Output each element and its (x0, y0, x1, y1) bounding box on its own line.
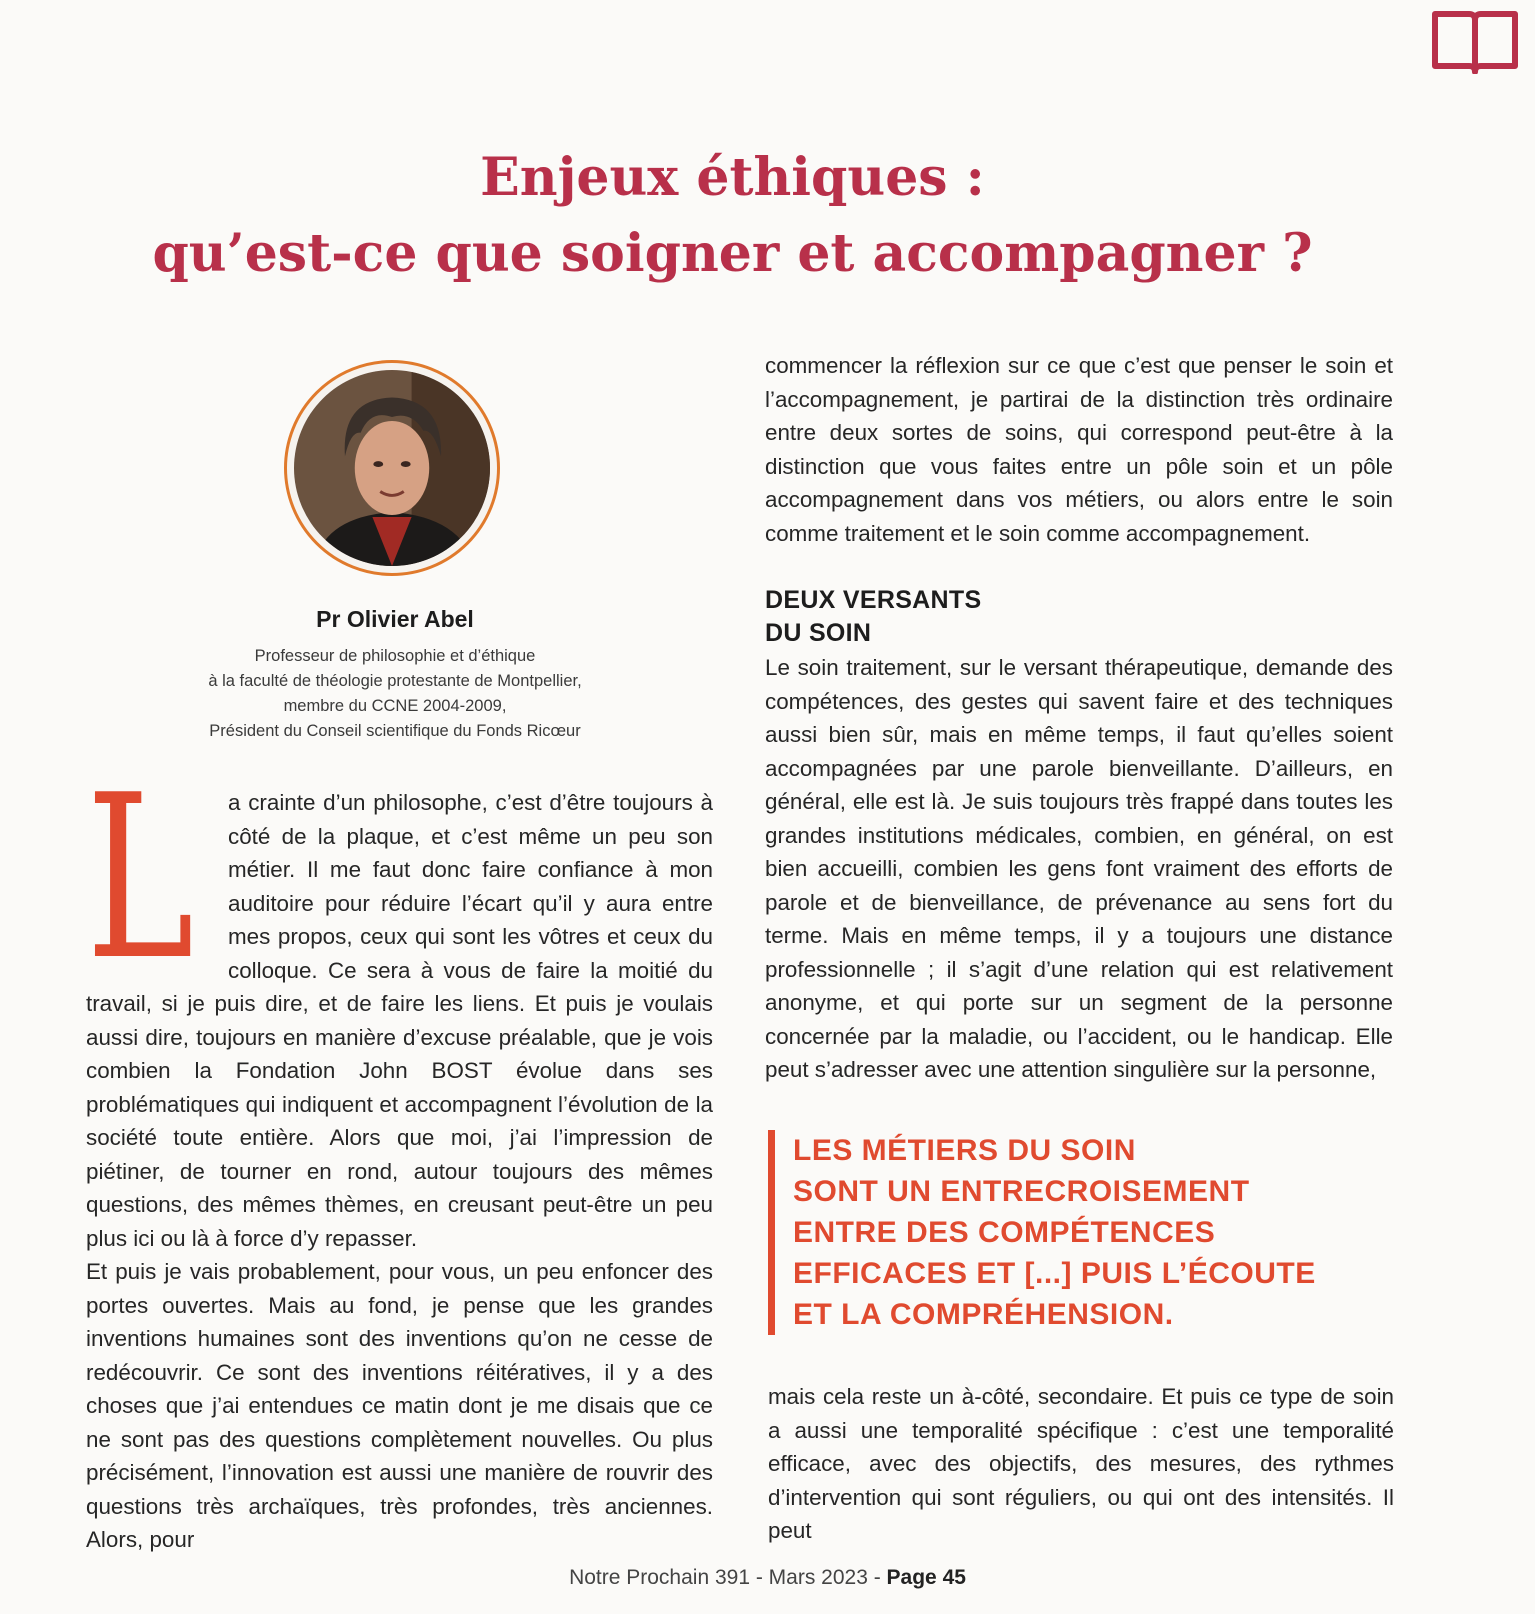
author-role: membre du CCNE 2004-2009, (283, 697, 507, 715)
open-book-icon (1431, 8, 1519, 74)
quote-line: ET LA COMPRÉHENSION. (793, 1298, 1174, 1331)
drop-cap: L (86, 747, 195, 1010)
heading-line-2: DU SOIN (765, 619, 872, 647)
paragraph: a crainte d’un philosophe, c’est d’être toujours à côté de la plaque, et c’est même un peu son métier. Il me faut donc faire confiance à mon auditoire pour réduire l’écart qu’il y aura entre mes propos, ceux qui sont les vôtres et ceux du colloque. Ce sera à vous de faire la moitié du travail, si je puis dire, et de faire les liens. Et puis je voulais aussi dire, toujours en manière d’excuse préalable, que je vois combien la Fondation John BOST évolue dans ses problématiques qui indiquent et accompagnent l’évolution de la société toute entière. Alors que moi, j’ai l’impression de piétiner, de tourner en rond, autour toujours des mêmes questions, des mêmes thèmes, en creusant peut-être un peu plus ici ou là à force d’y repasser. (86, 790, 713, 1251)
author-portrait (284, 360, 500, 576)
page-number: Page 45 (886, 1566, 966, 1589)
right-column-bottom (768, 1380, 1394, 1548)
page-footer (0, 1566, 1535, 1590)
title-line-2: qu’est-ce que soigner et accompagner ? (152, 223, 1313, 284)
article-title (0, 140, 1465, 292)
paragraph: mais cela reste un à-côté, secondaire. Et puis ce type de soin a aussi une temporalité spécifique : c’est une temporalité efficace, avec des objectifs, des mesures, des rythmes d’intervention qui sont réguliers, ou qui ont des intensités. Il peut (768, 1384, 1394, 1543)
heading-line-1: DEUX VERSANTS (765, 586, 982, 614)
paragraph: commencer la réflexion sur ce que c’est que penser le soin et l’accompagnement, je partirai de la distinction très ordinaire entre deux sortes de soins, qui correspond peut-être à la distinction que vous faites entre un pôle soin et un pôle accompagnement dans vos métiers, ou alors entre le soin comme traitement et le soin comme accompagnement. (765, 353, 1393, 546)
right-column-top (765, 349, 1393, 550)
section-heading (765, 584, 1165, 650)
author-name: Pr Olivier Abel (316, 606, 474, 632)
quote-line: LES MÉTIERS DU SOIN (793, 1134, 1136, 1167)
author-role: Président du Conseil scientifique du Fonds Ricœur (209, 722, 581, 740)
left-column (86, 747, 713, 1557)
author-photo (294, 370, 490, 566)
quote-line: ENTRE DES COMPÉTENCES (793, 1216, 1216, 1249)
pull-quote (768, 1130, 1393, 1335)
author-role: à la faculté de théologie protestante de Montpellier, (208, 672, 582, 690)
quote-line: SONT UN ENTRECROISEMENT (793, 1175, 1250, 1208)
right-column-middle (765, 651, 1393, 1087)
author-roles (160, 644, 630, 744)
paragraph: Le soin traitement, sur le versant thérapeutique, demande des compétences, des gestes qui savent faire et des techniques aussi bien sûr, mais en même temps, il faut qu’elles soient accompagnées par une parole bienveillante. D’ailleurs, en général, elle est là. Je suis toujours très frappé dans toutes les grandes institutions médicales, combien, en général, on est bien accueilli, combien les gens font vraiment des efforts de parole et de bienveillance, de prévenance au sens fort du terme. Mais en même temps, il y a toujours une distance professionnelle ; il s’agit d’une relation qui est relativement anonyme, et qui porte sur un segment de la personne concernée par la maladie, ou l’accident, ou le handicap. Elle peut s’adresser avec une attention singulière sur la personne, (765, 655, 1393, 1082)
publication-info: Notre Prochain 391 - Mars 2023 - (569, 1566, 887, 1589)
quote-line: EFFICACES ET [...] PUIS L’ÉCOUTE (793, 1257, 1316, 1290)
title-line-1: Enjeux éthiques : (480, 147, 985, 208)
paragraph: Et puis je vais probablement, pour vous, un peu enfoncer des portes ouvertes. Mais au fond, je pense que les grandes inventions humaines sont des inventions qu’on ne cesse de redécouvrir. Ce sont des inventions réitératives, il y a des choses que j’ai entendues ce matin dont je me disais que ce ne sont pas des questions complètement nouvelles. Ou plus précisément, l’innovation est aussi une manière de rouvrir des questions très archaïques, très profondes, très anciennes. Alors, pour (86, 1259, 713, 1552)
author-role: Professeur de philosophie et d’éthique (254, 647, 536, 665)
